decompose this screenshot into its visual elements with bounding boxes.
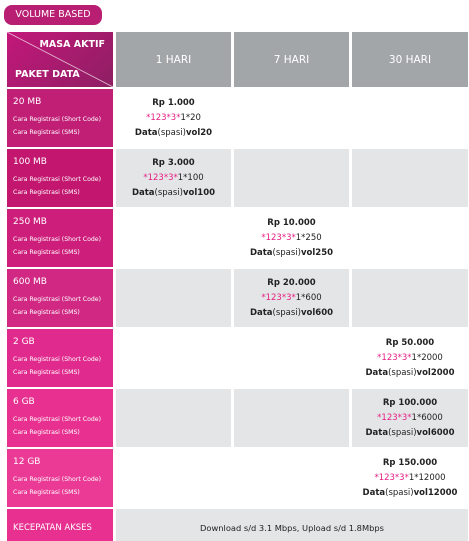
empty-cell (352, 269, 468, 327)
empty-cell (116, 449, 231, 507)
row-header (7, 89, 113, 147)
sms-code (352, 426, 468, 441)
sms-suffix: vol600 (301, 307, 334, 318)
sms-prefix: Data (365, 367, 389, 378)
short-code-prefix: *123*3* (261, 292, 296, 303)
sms-suffix: vol250 (301, 247, 334, 258)
sms-code (234, 246, 349, 261)
column-header-7-hari: 7 HARI (234, 32, 349, 87)
row-header (7, 149, 113, 207)
column-header-1-hari: 1 HARI (116, 32, 231, 87)
table-row (7, 389, 468, 447)
offer-cell (234, 269, 349, 327)
short-code-suffix: 1*2000 (411, 352, 443, 363)
short-code-suffix: 1*12000 (408, 472, 446, 483)
sms-space: (spasi) (388, 367, 417, 378)
empty-cell (352, 149, 468, 207)
short-code-label: Cara Registrasi (Short Code) (13, 416, 102, 423)
short-code-suffix: 1*600 (295, 292, 322, 303)
row-header (7, 389, 113, 447)
sms-suffix: vol100 (183, 187, 216, 198)
short-code-label: Cara Registrasi (Short Code) (13, 116, 102, 123)
row-header (7, 449, 113, 507)
row-header (7, 209, 113, 267)
sms-space: (spasi) (388, 427, 417, 438)
empty-cell (116, 389, 231, 447)
empty-cell (234, 149, 349, 207)
sms-prefix: Data (131, 187, 155, 198)
sms-prefix: Data (365, 427, 389, 438)
price: Rp 3.000 (152, 157, 195, 168)
sms-space: (spasi) (385, 487, 414, 498)
speed-row (7, 509, 468, 541)
table-row (7, 149, 468, 207)
table-row (7, 329, 468, 387)
short-code-suffix: 1*100 (177, 172, 204, 183)
sms-label: Cara Registrasi (SMS) (13, 129, 80, 136)
short-code-suffix: 1*6000 (411, 412, 443, 423)
sms-code (234, 306, 349, 321)
column-header-30-hari: 30 HARI (352, 32, 468, 87)
short-code (234, 231, 349, 246)
sms-code (352, 366, 468, 381)
sms-label: Cara Registrasi (SMS) (13, 309, 80, 316)
short-code-prefix: *123*3* (261, 232, 296, 243)
sms-suffix: vol6000 (416, 427, 455, 438)
short-code-label: Cara Registrasi (Short Code) (13, 356, 102, 363)
short-code-label: Cara Registrasi (Short Code) (13, 176, 102, 183)
offer-cell (352, 449, 468, 507)
speed-value: Download s/d 3.1 Mbps, Upload s/d 1.8Mbps (116, 509, 468, 541)
price: Rp 10.000 (267, 217, 316, 228)
short-code-prefix: *123*3* (377, 412, 412, 423)
short-code (116, 171, 231, 186)
sms-label: Cara Registrasi (SMS) (13, 369, 80, 376)
price: Rp 150.000 (382, 457, 438, 468)
short-code-prefix: *123*3* (374, 472, 409, 483)
sms-prefix: Data (134, 127, 158, 138)
package-name: 2 GB (13, 337, 35, 347)
offer-cell (116, 149, 231, 207)
masa-aktif-label: MASA AKTIF (39, 39, 105, 50)
sms-label: Cara Registrasi (SMS) (13, 489, 80, 496)
offer-cell (116, 89, 231, 147)
sms-space: (spasi) (272, 247, 301, 258)
corner-header (7, 32, 113, 87)
sms-prefix: Data (362, 487, 386, 498)
paket-data-label: PAKET DATA (15, 69, 80, 80)
sms-prefix: Data (249, 247, 273, 258)
short-code-prefix: *123*3* (146, 112, 181, 123)
short-code (234, 291, 349, 306)
offer-cell (234, 209, 349, 267)
table-row (7, 449, 468, 507)
empty-cell (352, 209, 468, 267)
row-header (7, 329, 113, 387)
package-name: 100 MB (13, 157, 47, 167)
volume-based-badge: VOLUME BASED (4, 5, 102, 25)
header-row (7, 32, 468, 87)
sms-code (352, 486, 468, 501)
short-code-suffix: 1*250 (295, 232, 322, 243)
sms-suffix: vol20 (185, 127, 213, 138)
short-code (352, 411, 468, 426)
price: Rp 1.000 (152, 97, 195, 108)
pricing-table (4, 30, 469, 541)
offer-cell (352, 329, 468, 387)
sms-suffix: vol2000 (416, 367, 455, 378)
offer-cell (352, 389, 468, 447)
short-code (352, 351, 468, 366)
table-row (7, 89, 468, 147)
empty-cell (352, 89, 468, 147)
price: Rp 100.000 (382, 397, 438, 408)
table-row (7, 269, 468, 327)
sms-code (116, 186, 231, 201)
short-code (116, 111, 231, 126)
sms-label: Cara Registrasi (SMS) (13, 189, 80, 196)
package-name: 6 GB (13, 397, 35, 407)
sms-space: (spasi) (157, 127, 186, 138)
empty-cell (116, 209, 231, 267)
package-name: 250 MB (13, 217, 47, 227)
row-header (7, 269, 113, 327)
sms-code (116, 126, 231, 141)
empty-cell (116, 329, 231, 387)
package-name: 600 MB (13, 277, 47, 287)
table-row (7, 209, 468, 267)
empty-cell (234, 329, 349, 387)
short-code-label: Cara Registrasi (Short Code) (13, 296, 102, 303)
sms-prefix: Data (249, 307, 273, 318)
package-name: 12 GB (13, 457, 41, 467)
speed-label: KECEPATAN AKSES (7, 509, 113, 541)
package-name: 20 MB (13, 97, 42, 107)
short-code-label: Cara Registrasi (Short Code) (13, 476, 102, 483)
sms-label: Cara Registrasi (SMS) (13, 249, 80, 256)
empty-cell (116, 269, 231, 327)
empty-cell (234, 389, 349, 447)
short-code (352, 471, 468, 486)
empty-cell (234, 89, 349, 147)
sms-label: Cara Registrasi (SMS) (13, 429, 80, 436)
short-code-label: Cara Registrasi (Short Code) (13, 236, 102, 243)
short-code-prefix: *123*3* (377, 352, 412, 363)
empty-cell (234, 449, 349, 507)
price: Rp 20.000 (267, 277, 316, 288)
sms-space: (spasi) (272, 307, 301, 318)
price: Rp 50.000 (385, 337, 435, 348)
short-code-suffix: 1*20 (180, 112, 201, 123)
sms-suffix: vol12000 (413, 487, 458, 498)
sms-space: (spasi) (154, 187, 183, 198)
short-code-prefix: *123*3* (143, 172, 178, 183)
